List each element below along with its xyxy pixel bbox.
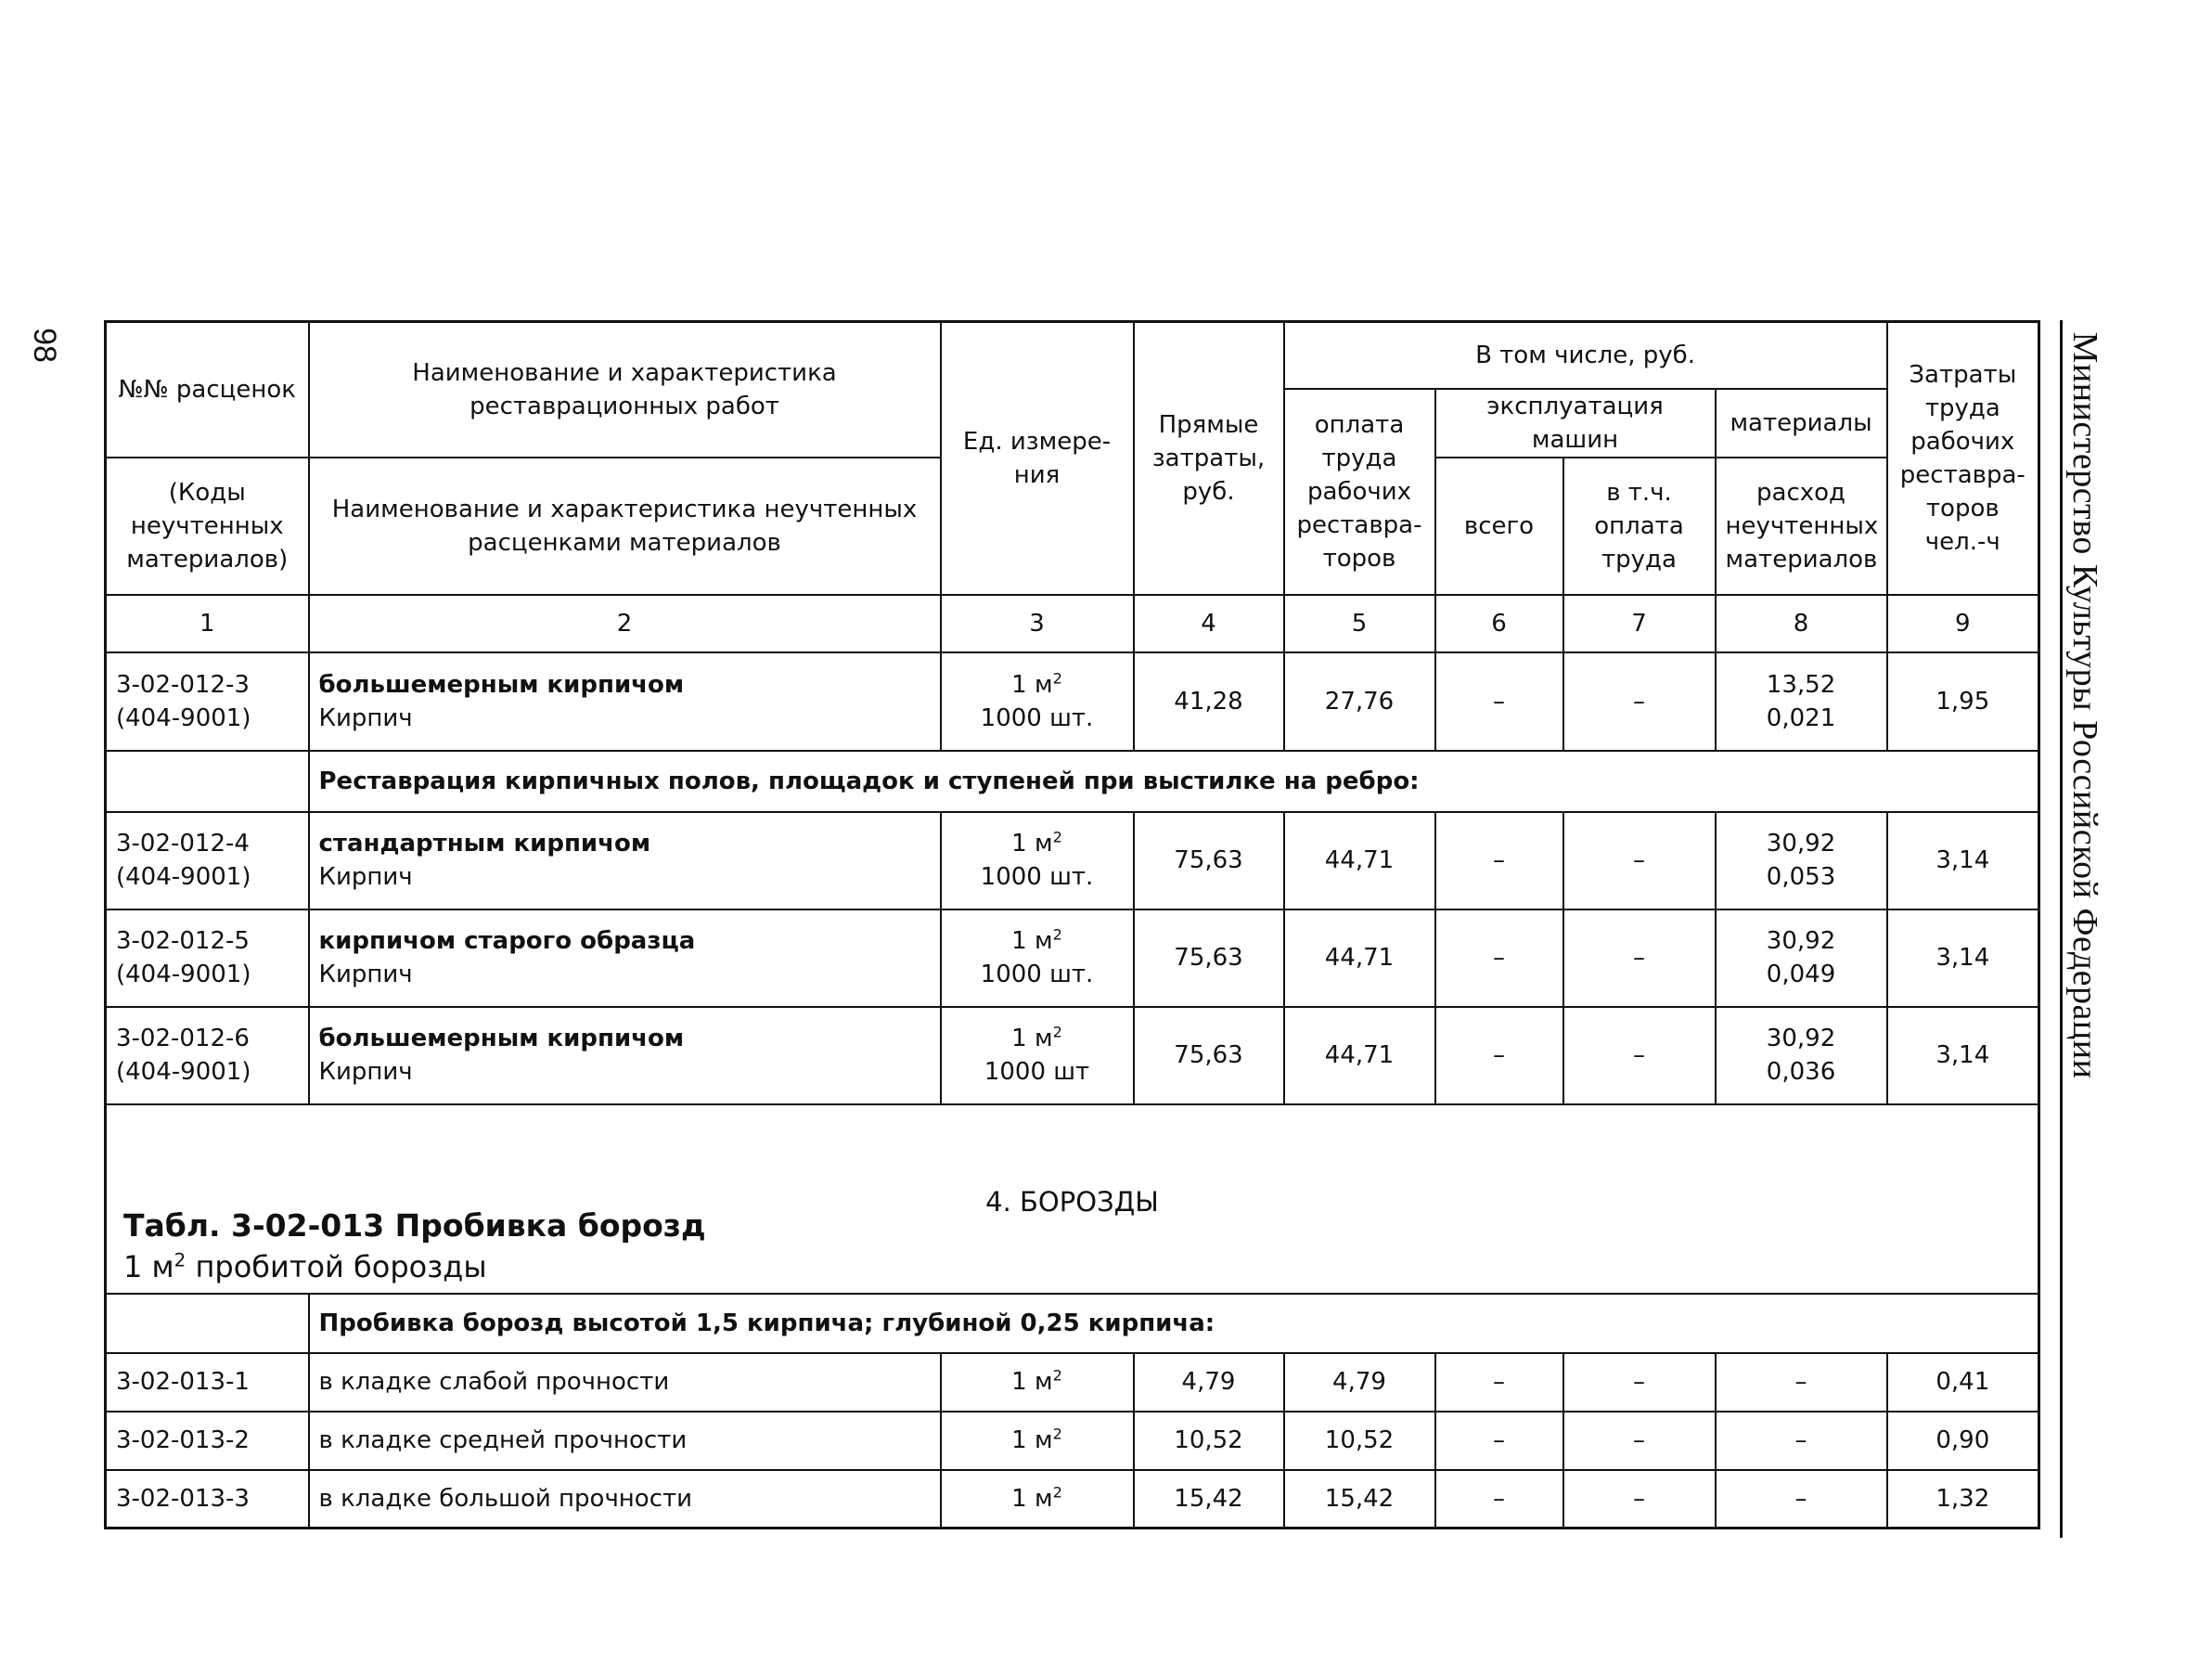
table-row (106, 909, 2039, 1007)
machines-total: – (1435, 1007, 1563, 1104)
labor-pay: 10,52 (1284, 1412, 1435, 1470)
unit-sup: 2 (1052, 1023, 1062, 1041)
header-work-name: Наименование и характеристика реставрационных работ (309, 322, 941, 458)
labor-pay: 4,79 (1284, 1353, 1435, 1412)
unit-material: 1000 шт (984, 1058, 1090, 1086)
materials-cost: 30,92 (1766, 830, 1836, 858)
table-unit-suffix: пробитой борозды (186, 1248, 487, 1284)
header-direct-costs: Прямые затраты, руб. (1134, 322, 1284, 595)
header-labor-pay: оплата труда рабочих реставра-торов (1284, 389, 1435, 595)
labor-hours: 3,14 (1887, 1007, 2039, 1104)
column-number: 8 (1716, 595, 1887, 652)
direct-cost: 4,79 (1134, 1353, 1284, 1412)
materials-cost: 30,92 (1766, 927, 1836, 955)
labor-hours: 1,95 (1887, 652, 2039, 751)
labor-hours: 3,14 (1887, 909, 2039, 1007)
rate-code: 3-02-012-5 (116, 927, 250, 955)
unit-material: 1000 шт. (980, 703, 1094, 732)
materials-cell (1716, 909, 1887, 1007)
labor-hours: 1,32 (1887, 1470, 2039, 1529)
machines-total: – (1435, 1412, 1563, 1470)
header-rate-no: №№ расценок (106, 322, 309, 458)
header-materials: материалы (1716, 389, 1887, 458)
machines-total: – (1435, 652, 1563, 751)
unit-cell (941, 812, 1134, 909)
unit-main: 1 м (1011, 1426, 1053, 1454)
work-name: стандартным кирпичом (318, 830, 651, 858)
empty-cell (106, 751, 309, 812)
header-including: В том числе, руб. (1284, 322, 1887, 389)
work-name: кирпичом старого образца (318, 927, 696, 955)
material-name: Кирпич (318, 961, 413, 988)
work-name-cell (309, 652, 941, 751)
section-row (106, 1104, 2039, 1294)
machines-total: – (1435, 812, 1563, 909)
machines-total: – (1435, 1470, 1563, 1529)
unit-sup: 2 (1052, 828, 1062, 846)
header-machines: эксплуатация машин (1435, 389, 1716, 458)
page-number: 98 (27, 328, 62, 363)
rate-code: 3-02-012-3 (116, 670, 250, 699)
unit-sup: 2 (1052, 1366, 1062, 1385)
unit-sup: 2 (1052, 1425, 1062, 1443)
rate-code-cell (106, 812, 309, 909)
unit-main: 1 м (1011, 1025, 1053, 1052)
materials-cell (1716, 652, 1887, 751)
unit-main: 1 м (1011, 1368, 1053, 1396)
subheading: Пробивка борозд высотой 1,5 кирпича; глубиной 0,25 кирпича: (309, 1294, 2039, 1353)
header-material-name: Наименование и характеристика неучтенных расценками материалов (309, 458, 941, 595)
column-number: 9 (1887, 595, 2039, 652)
rate-code: 3-02-012-6 (116, 1025, 250, 1052)
section-title: 4. БОРОЗДЫ (985, 1185, 1159, 1218)
machines-labor: – (1563, 1353, 1716, 1412)
work-name-cell (309, 812, 941, 909)
materials-cost: – (1716, 1353, 1887, 1412)
materials-qty: 0,049 (1766, 961, 1836, 988)
labor-pay: 44,71 (1284, 812, 1435, 909)
direct-cost: 75,63 (1134, 1007, 1284, 1104)
column-number: 3 (941, 595, 1134, 652)
machines-labor: – (1563, 652, 1716, 751)
unit-main: 1 м (1011, 830, 1053, 858)
rate-code: 3-02-012-4 (116, 830, 250, 858)
rate-code-cell (106, 1007, 309, 1104)
work-name-cell (309, 1007, 941, 1104)
materials-cost: 13,52 (1766, 670, 1836, 699)
direct-cost: 75,63 (1134, 812, 1284, 909)
work-name: большемерным кирпичом (318, 670, 685, 699)
table-unit (123, 1250, 487, 1283)
column-number: 2 (309, 595, 941, 652)
unit-sup: 2 (1052, 925, 1062, 944)
material-name: Кирпич (318, 863, 413, 891)
work-name: в кладке большой прочности (309, 1470, 941, 1529)
header-unit: Ед. измере-ния (941, 322, 1134, 595)
table-unit-sup: 2 (174, 1248, 186, 1271)
direct-cost: 75,63 (1134, 909, 1284, 1007)
unit-material: 1000 шт. (980, 961, 1094, 988)
labor-pay: 27,76 (1284, 652, 1435, 751)
labor-pay: 15,42 (1284, 1470, 1435, 1529)
header-machines-total: всего (1435, 458, 1563, 595)
materials-cell (1716, 812, 1887, 909)
machines-labor: – (1563, 812, 1716, 909)
table-unit-prefix: 1 м (123, 1248, 174, 1284)
material-code: (404-9001) (116, 703, 251, 732)
subheading: Реставрация кирпичных полов, площадок и ступеней при выстилке на ребро: (309, 751, 2039, 812)
rate-code-cell (106, 909, 309, 1007)
work-name: большемерным кирпичом (318, 1025, 685, 1052)
work-name-cell (309, 909, 941, 1007)
unit-cell (941, 652, 1134, 751)
unit-material: 1000 шт. (980, 863, 1094, 891)
material-name: Кирпич (318, 1058, 413, 1086)
column-number: 1 (106, 595, 309, 652)
materials-qty: 0,053 (1766, 863, 1836, 891)
column-number: 7 (1563, 595, 1716, 652)
unit-cell (941, 1412, 1134, 1470)
unit-sup: 2 (1052, 668, 1062, 687)
rate-code-cell (106, 652, 309, 751)
rate-code: 3-02-013-3 (106, 1470, 309, 1529)
work-name: в кладке слабой прочности (309, 1353, 941, 1412)
unit-cell (941, 1007, 1134, 1104)
material-code: (404-9001) (116, 863, 251, 891)
side-header-text: Министерство Культуры Российской Федерации (2065, 331, 2104, 1079)
material-code: (404-9001) (116, 961, 251, 988)
column-number: 5 (1284, 595, 1435, 652)
column-number: 4 (1134, 595, 1284, 652)
machines-labor: – (1563, 1412, 1716, 1470)
machines-total: – (1435, 909, 1563, 1007)
header-rate-codes: (Коды неучтенных материалов) (106, 458, 309, 595)
column-number-row (106, 595, 2039, 652)
work-name: в кладке средней прочности (309, 1412, 941, 1470)
subheading-row (106, 751, 2039, 812)
side-header (2062, 320, 2108, 1090)
material-code: (404-9001) (116, 1058, 251, 1086)
empty-cell (106, 1294, 309, 1353)
header-materials-unaccounted: расход неучтенных материалов (1716, 458, 1887, 595)
section-cell (106, 1104, 2039, 1294)
table-row (106, 1353, 2039, 1412)
labor-pay: 44,71 (1284, 909, 1435, 1007)
unit-main: 1 м (1011, 927, 1053, 955)
labor-hours: 0,90 (1887, 1412, 2039, 1470)
materials-cost: – (1716, 1470, 1887, 1529)
machines-labor: – (1563, 1470, 1716, 1529)
rates-table (104, 320, 2040, 1529)
header-labor-costs: Затраты труда рабочих реставра-торов чел.-ч (1887, 322, 2039, 595)
materials-cost: – (1716, 1412, 1887, 1470)
materials-qty: 0,021 (1766, 703, 1836, 732)
column-number: 6 (1435, 595, 1563, 652)
direct-cost: 10,52 (1134, 1412, 1284, 1470)
unit-sup: 2 (1052, 1483, 1062, 1502)
unit-main: 1 м (1011, 1484, 1053, 1513)
materials-cost: 30,92 (1766, 1025, 1836, 1052)
header-row-1 (106, 322, 2039, 389)
unit-cell (941, 1470, 1134, 1529)
machines-total: – (1435, 1353, 1563, 1412)
unit-cell (941, 909, 1134, 1007)
direct-cost: 15,42 (1134, 1470, 1284, 1529)
material-name: Кирпич (318, 703, 413, 732)
labor-hours: 3,14 (1887, 812, 2039, 909)
unit-cell (941, 1353, 1134, 1412)
machines-labor: – (1563, 1007, 1716, 1104)
rate-code: 3-02-013-2 (106, 1412, 309, 1470)
table-row (106, 652, 2039, 751)
table-row (106, 1412, 2039, 1470)
unit-main: 1 м (1011, 670, 1053, 699)
header-machines-labor: в т.ч. оплата труда (1563, 458, 1716, 595)
direct-cost: 41,28 (1134, 652, 1284, 751)
materials-qty: 0,036 (1766, 1058, 1836, 1086)
table-row (106, 812, 2039, 909)
table-row (106, 1007, 2039, 1104)
rate-code: 3-02-013-1 (106, 1353, 309, 1412)
materials-cell (1716, 1007, 1887, 1104)
table-title: Табл. 3-02-013 Пробивка борозд (123, 1206, 706, 1244)
labor-hours: 0,41 (1887, 1353, 2039, 1412)
machines-labor: – (1563, 909, 1716, 1007)
subheading-row (106, 1294, 2039, 1353)
labor-pay: 44,71 (1284, 1007, 1435, 1104)
table-row (106, 1470, 2039, 1529)
